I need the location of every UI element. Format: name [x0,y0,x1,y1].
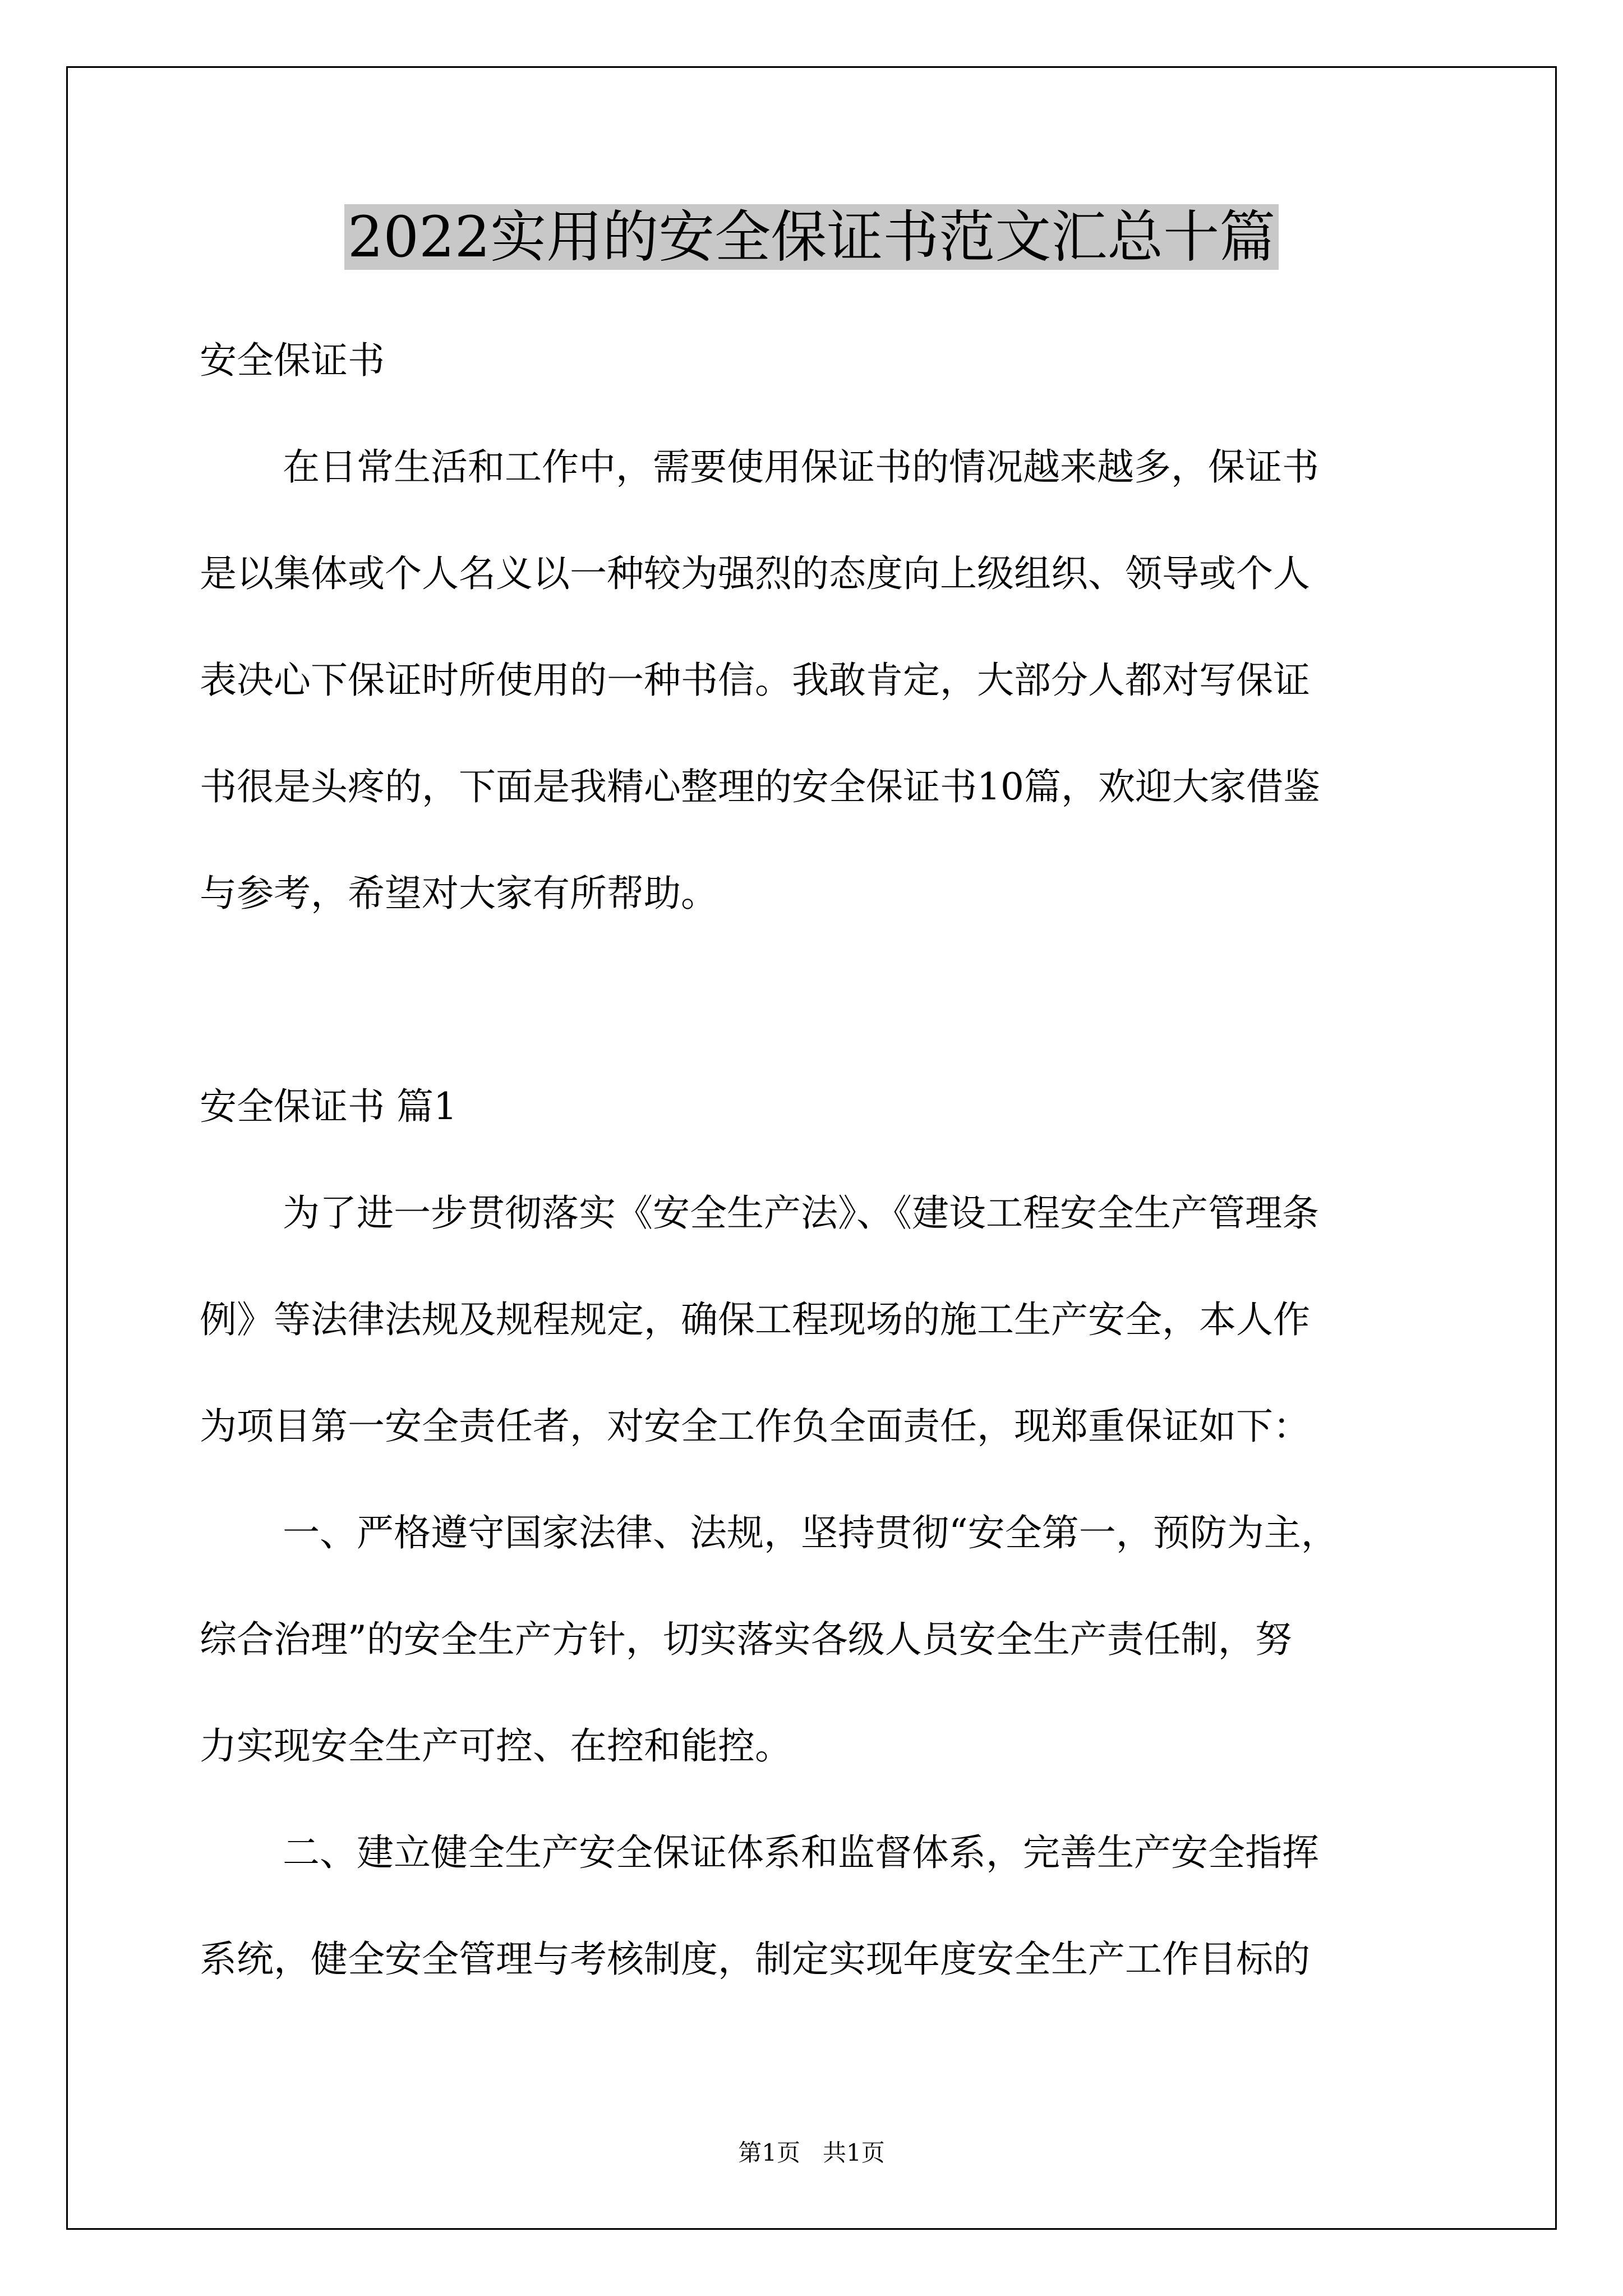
paragraph-line: 为了进一步贯彻落实《安全生产法》、《建设工程安全生产管理条 [283,1191,1319,1235]
document-body [200,307,1431,2013]
document-title-text: 2022实用的安全保证书范文汇总十篇 [344,204,1279,270]
paragraph-line: 力实现安全生产可控、在控和能控。 [200,1724,792,1768]
paragraph-line: 二、建立健全生产安全保证体系和监督体系，完善生产安全指挥 [283,1831,1319,1874]
paragraph-line: 一、严格遵守国家法律、法规，坚持贯彻“安全第一，预防为主， [283,1511,1338,1554]
paragraph-line: 例》等法律法规及规程规定，确保工程现场的施工生产安全，本人作 [200,1298,1310,1341]
section-heading-part-1: 安全保证书 篇1 [200,1085,457,1128]
paragraph-line: 综合治理”的安全生产方针，切实落实各级人员安全生产责任制，努 [200,1618,1292,1661]
paragraph-gap [200,947,1431,1053]
paragraph-line: 在日常生活和工作中，需要使用保证书的情况越来越多，保证书 [283,445,1319,489]
page-footer: 第1页 共1页 [738,2139,885,2166]
paragraph-line: 与参考，希望对大家有所帮助。 [200,872,718,915]
document-title [0,199,1623,275]
section-heading-intro: 安全保证书 [200,339,385,382]
paragraph-line: 是以集体或个人名义以一种较为强烈的态度向上级组织、领导或个人 [200,552,1310,595]
paragraph-line: 书很是头疼的，下面是我精心整理的安全保证书10篇，欢迎大家借鉴 [200,765,1320,808]
paragraph-line: 表决心下保证时所使用的一种书信。我敢肯定，大部分人都对写保证 [200,659,1310,702]
paragraph-line: 系统，健全安全管理与考核制度，制定实现年度安全生产工作目标的 [200,1938,1310,1981]
paragraph-line: 为项目第一安全责任者，对安全工作负全面责任，现郑重保证如下： [200,1405,1310,1448]
